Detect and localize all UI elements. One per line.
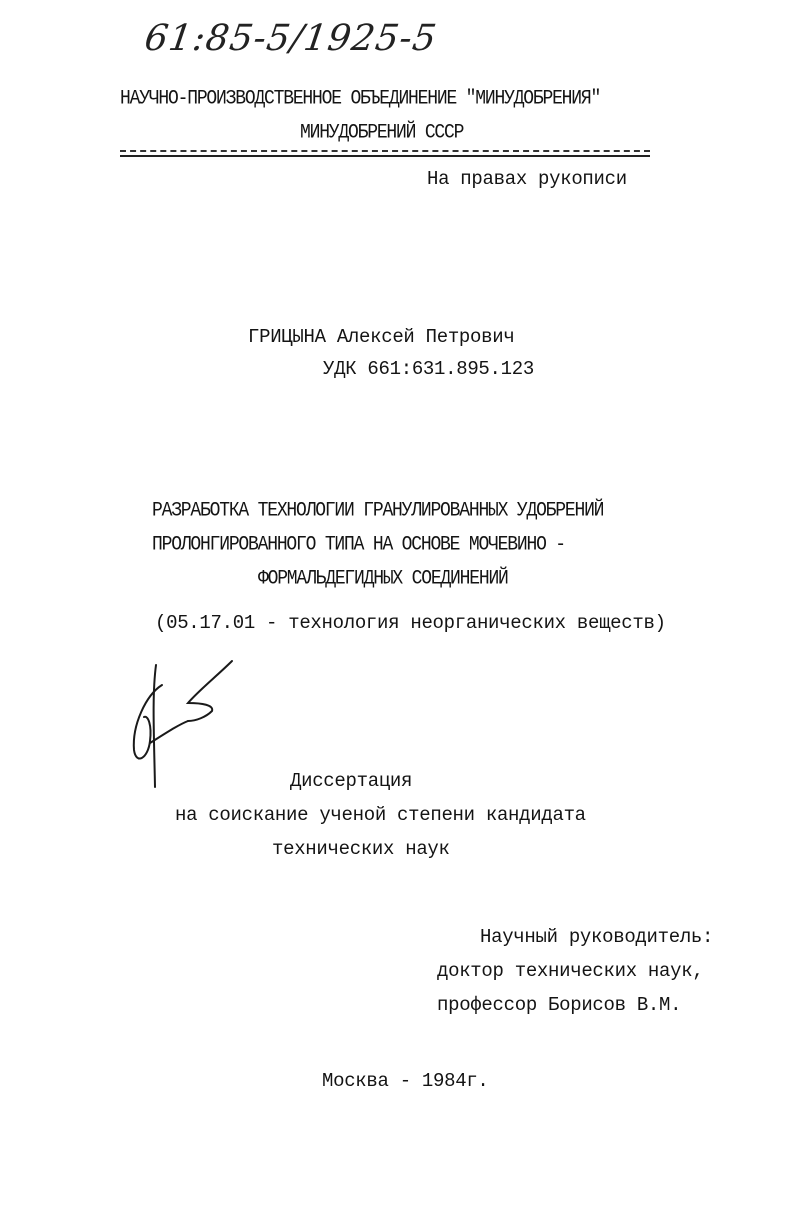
degree-line-1: на соискание ученой степени кандидата — [175, 804, 586, 826]
supervisor-label: Научный руководитель: — [480, 926, 714, 948]
header-rule-top — [120, 150, 650, 152]
author-name: ГРИЦЫНА Алексей Петрович — [248, 326, 515, 348]
signature — [118, 655, 248, 795]
degree-line-2: технических наук — [272, 838, 450, 860]
supervisor-name: профессор Борисов В.М. — [437, 994, 682, 1016]
organization-line-2: МИНУДОБРЕНИЙ СССР — [300, 122, 464, 145]
title-line-2: ПРОЛОНГИРОВАННОГО ТИПА НА ОСНОВЕ МОЧЕВИНО - — [152, 534, 565, 557]
organization-line-1: НАУЧНО-ПРОИЗВОДСТВЕННОЕ ОБЪЕДИНЕНИЕ "МИНУДОБРЕНИЯ" — [120, 88, 601, 111]
title-line-1: РАЗРАБОТКА ТЕХНОЛОГИИ ГРАНУЛИРОВАННЫХ УДОБРЕНИЙ — [152, 500, 604, 523]
place-and-year: Москва - 1984г. — [322, 1070, 489, 1092]
archive-number: 61:85-5/1925-5 — [142, 18, 440, 59]
manuscript-rights: На правах рукописи — [427, 168, 627, 190]
udc-code: УДК 661:631.895.123 — [323, 358, 534, 380]
supervisor-degree: доктор технических наук, — [437, 960, 704, 982]
title-line-3: ФОРМАЛЬДЕГИДНЫХ СОЕДИНЕНИЙ — [258, 568, 508, 591]
dissertation-label: Диссертация — [290, 770, 413, 792]
specialty-code: (05.17.01 - технология неорганических веществ) — [155, 612, 666, 634]
header-rule-bottom — [120, 155, 650, 157]
